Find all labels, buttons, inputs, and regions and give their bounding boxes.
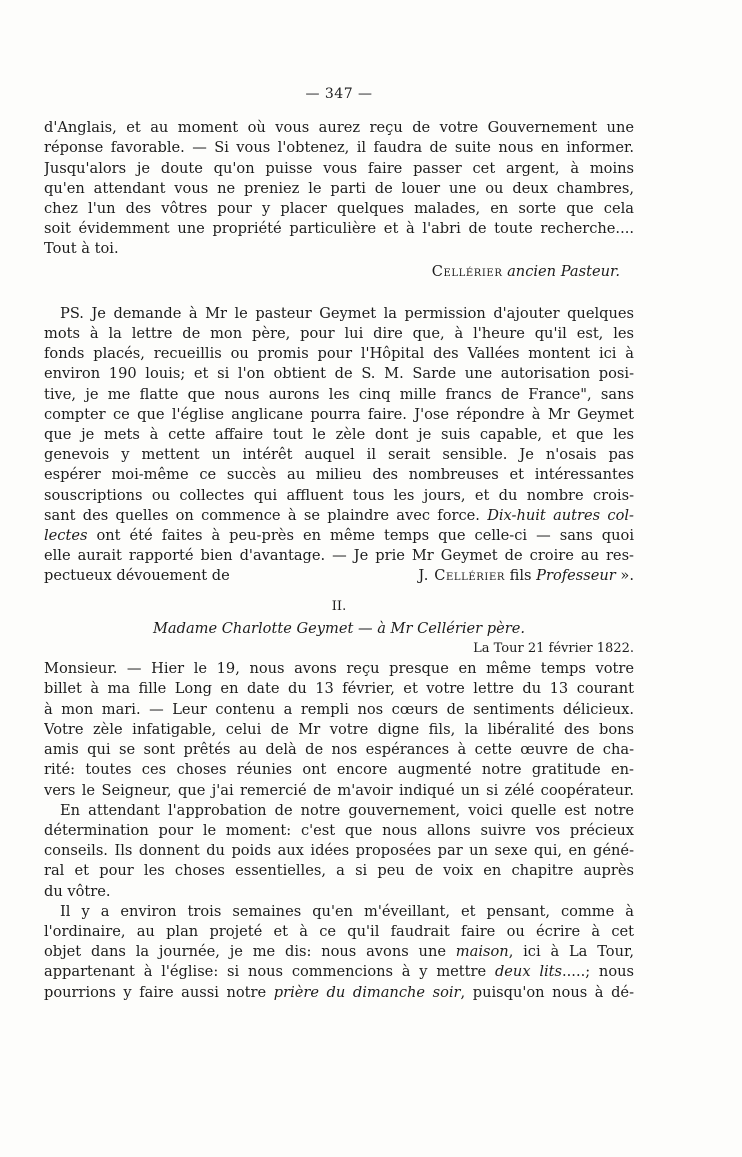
text-line: qu'en attendant vous ne preniez le parti de louer une ou deux chambres, bbox=[44, 179, 634, 197]
text-line: Votre zèle infatigable, celui de Mr votre digne fils, la libéralité des bons bbox=[44, 720, 634, 738]
text-line: mots à la lettre de mon père, pour lui dire que, à l'heure qu'il est, les bbox=[44, 325, 634, 343]
text-run: fils bbox=[504, 567, 537, 585]
italic-run: Dix-huit autres col- bbox=[479, 506, 634, 524]
text-line: souscriptions ou collectes qui affluent tous les jours, et du nombre crois- bbox=[44, 486, 634, 504]
text-line: compter ce que l'église anglicane pourra faire. J'ose répondre à Mr Geymet bbox=[44, 405, 634, 423]
text-run: ont été faites à peu-près en même temps que celle-ci — sans quoi bbox=[87, 527, 634, 545]
text-line: soit évidemment une propriété particulière et à l'abri de toute recherche.... bbox=[44, 220, 634, 238]
signature-name: J. Cellérier bbox=[418, 567, 505, 585]
text-line bbox=[44, 983, 634, 1003]
text-run: , puisqu'on nous à dé- bbox=[460, 983, 634, 1001]
letter2-paragraph-3 bbox=[44, 902, 634, 1003]
text-line: PS. Je demande à Mr le pasteur Geymet la permission d'ajouter quelques bbox=[60, 304, 634, 322]
text-line: détermination pour le moment: c'est que nous allons suivre vos précieux bbox=[44, 821, 634, 839]
text-run: , ici à La Tour, bbox=[508, 943, 634, 961]
text-line: conseils. Ils donnent du poids aux idées proposées par un sexe qui, en géné- bbox=[44, 842, 634, 860]
text-line: elle aurait rapporté bien d'avantage. — Je prie Mr Geymet de croire au res- bbox=[44, 547, 634, 565]
text-line: ral et pour les choses essentielles, a si peu de voix en chapitre auprès bbox=[44, 862, 634, 880]
text-line bbox=[44, 526, 634, 546]
text-line: environ 190 louis; et si l'on obtient de S. M. Sarde une autorisation posi- bbox=[44, 365, 634, 383]
postscript-signature bbox=[418, 566, 634, 586]
text-line: tive, je me flatte que nous aurons les cinq mille francs de France", sans bbox=[44, 385, 634, 403]
text-line: du vôtre. bbox=[44, 882, 111, 900]
text-run: pectueux dévouement de bbox=[44, 567, 230, 585]
text-run: .....; nous bbox=[562, 963, 634, 981]
signature-name: Cellérier bbox=[431, 262, 503, 280]
signature-title: Professeur bbox=[536, 567, 616, 585]
text-line: Tout à toi. bbox=[44, 240, 119, 258]
letter-heading: Madame Charlotte Geymet — à Mr Cellérier père. bbox=[152, 619, 526, 637]
letter2-paragraph-2 bbox=[44, 801, 634, 902]
letter2-paragraph-1 bbox=[44, 659, 634, 800]
text-line bbox=[44, 962, 634, 982]
text-run: objet dans la journée, je me dis: nous avons une bbox=[44, 943, 456, 961]
text-block bbox=[44, 84, 634, 1003]
text-line bbox=[44, 566, 634, 586]
text-line: réponse favorable. — Si vous l'obtenez, il faudra de suite nous en informer. bbox=[44, 139, 634, 157]
text-line: d'Anglais, et au moment où vous aurez reçu de votre Gouvernement une bbox=[44, 119, 634, 137]
text-line: amis qui se sont prêtés au delà de nos espérances à cette œuvre de cha- bbox=[44, 741, 634, 759]
signature-title: ancien Pasteur. bbox=[502, 262, 620, 280]
text-line bbox=[44, 506, 634, 526]
page-number: — 347 — bbox=[305, 86, 373, 102]
italic-run: deux lits bbox=[494, 963, 563, 981]
text-line: que je mets à cette affaire tout le zèle dont je suis capable, et que les bbox=[44, 426, 634, 444]
text-line: espérer moi-même ce succès au milieu des nombreuses et intéressantes bbox=[44, 466, 634, 484]
text-run: pourrions y faire aussi notre bbox=[44, 983, 274, 1001]
text-line: rité: toutes ces choses réunies ont encore augmenté notre gratitude en- bbox=[44, 761, 634, 779]
text-line: Jusqu'alors je doute qu'on puisse vous faire passer cet argent, à moins bbox=[44, 159, 634, 177]
text-line: chez l'un des vôtres pour y placer quelques malades, en sorte que cela bbox=[44, 200, 634, 218]
letter1-paragraph bbox=[44, 118, 634, 259]
text-line: En attendant l'approbation de notre gouvernement, voici quelle est notre bbox=[60, 801, 634, 819]
text-line: billet à ma fille Long en date du 13 février, et votre lettre du 13 courant bbox=[44, 680, 634, 698]
italic-run: maison bbox=[455, 943, 509, 961]
text-line: genevois y mettent un intérêt auquel il serait sensible. Je n'osais pas bbox=[44, 446, 634, 464]
text-run: appartenant à l'église: si nous commencions à y mettre bbox=[44, 963, 495, 981]
text-line: fonds placés, recueillis ou promis pour l'Hôpital des Vallées montent ici à bbox=[44, 345, 634, 363]
italic-run: lectes bbox=[44, 527, 88, 545]
text-line: vers le Seigneur, que j'ai remercié de m'avoir indiqué un si zélé coopérateur. bbox=[44, 781, 634, 799]
signature-line bbox=[44, 262, 620, 282]
text-line: Monsieur. — Hier le 19, nous avons reçu presque en même temps votre bbox=[44, 660, 634, 678]
text-run: ». bbox=[615, 567, 634, 585]
letter-dateline: La Tour 21 février 1822. bbox=[473, 641, 634, 657]
spacer bbox=[44, 282, 634, 304]
text-line: l'ordinaire, au plan projeté et à ce qu'il faudrait faire ou écrire à cet bbox=[44, 922, 634, 940]
text-line bbox=[44, 942, 634, 962]
postscript-paragraph bbox=[44, 304, 634, 587]
text-run: sant des quelles on commence à se plaindre avec force. bbox=[44, 506, 480, 524]
section-number: II. bbox=[331, 598, 347, 614]
text-line: à mon mari. — Leur contenu a rempli nos cœurs de sentiments délicieux. bbox=[44, 700, 634, 718]
italic-run: prière du dimanche soir bbox=[273, 983, 461, 1001]
text-line: Il y a environ trois semaines qu'en m'éveillant, et pensant, comme à bbox=[60, 902, 634, 920]
